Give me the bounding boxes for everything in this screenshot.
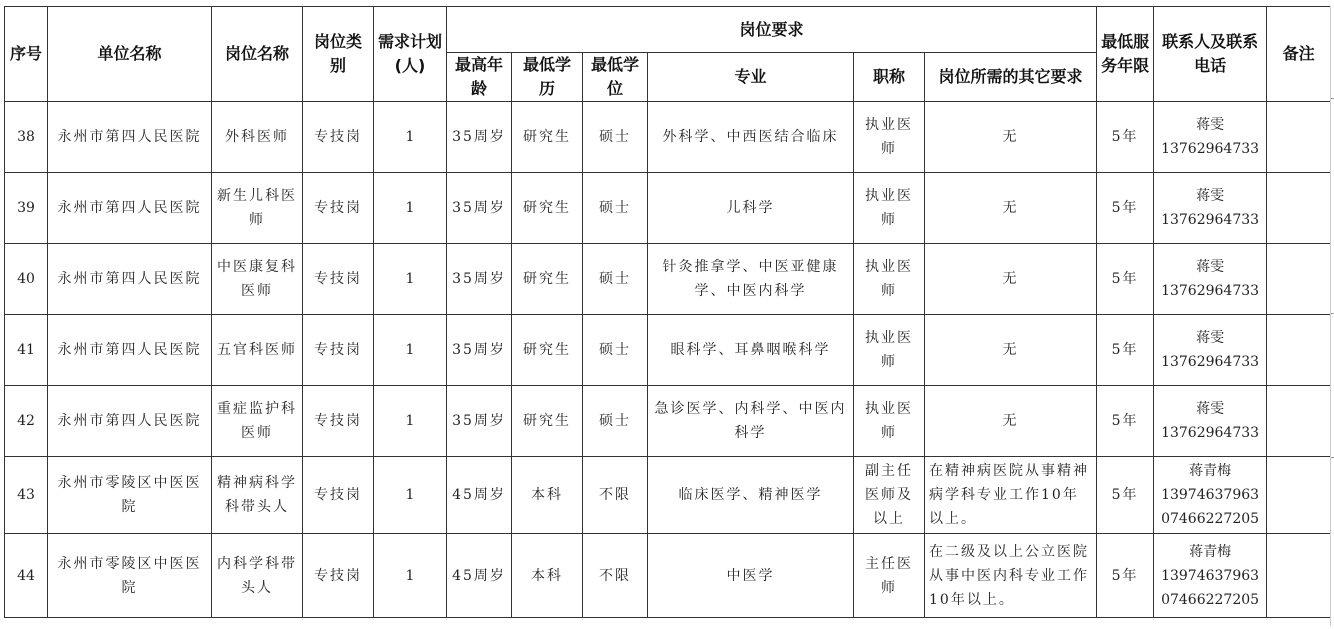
cell-remark — [1267, 457, 1331, 534]
cell-type: 专技岗 — [303, 173, 374, 244]
cell-plan: 1 — [374, 386, 447, 457]
contact-phone: 13762964733 — [1161, 141, 1260, 157]
cell-post: 内科学科带头人 — [212, 534, 303, 618]
cell-age: 35周岁 — [447, 244, 512, 315]
table-row — [5, 386, 1331, 457]
cell-major: 临床医学、精神医学 — [648, 457, 854, 534]
contact-name: 蒋雯 — [1196, 188, 1225, 204]
cell-remark — [1267, 386, 1331, 457]
cell-post: 精神病科学科带头人 — [212, 457, 303, 534]
cell-unit: 永州市第四人民医院 — [48, 173, 212, 244]
cell-title: 执业医师 — [854, 244, 925, 315]
cell-unit: 永州市第四人民医院 — [48, 244, 212, 315]
contact-name: 蒋雯 — [1196, 330, 1225, 346]
cell-service: 5年 — [1097, 534, 1154, 618]
cell-age: 35周岁 — [447, 315, 512, 386]
cell-seq: 41 — [5, 315, 48, 386]
cell-major: 儿科学 — [648, 173, 854, 244]
cell-unit: 永州市零陵区中医医院 — [48, 457, 212, 534]
cell-title: 执业医师 — [854, 173, 925, 244]
header-plan: 需求计划(人) — [374, 7, 447, 102]
table-row — [5, 102, 1331, 173]
contact-phone-2: 07466227205 — [1161, 511, 1260, 527]
cell-degree: 硕士 — [583, 315, 648, 386]
cell-edu: 本科 — [512, 457, 583, 534]
cell-age: 45周岁 — [447, 534, 512, 618]
cell-major: 急诊医学、内科学、中医内科学 — [648, 386, 854, 457]
cell-edu: 研究生 — [512, 315, 583, 386]
cell-service: 5年 — [1097, 102, 1154, 173]
cell-title: 执业医师 — [854, 102, 925, 173]
cell-major: 中医学 — [648, 534, 854, 618]
cell-type: 专技岗 — [303, 457, 374, 534]
contact-phone: 13974637963 — [1161, 567, 1260, 584]
cell-type: 专技岗 — [303, 534, 374, 618]
cell-seq: 40 — [5, 244, 48, 315]
cell-post: 新生儿科医师 — [212, 173, 303, 244]
cell-degree: 不限 — [583, 457, 648, 534]
table-row — [5, 244, 1331, 315]
header-post: 岗位名称 — [212, 7, 303, 102]
header-major: 专业 — [648, 53, 854, 102]
cell-other: 无 — [925, 102, 1097, 173]
cell-contact — [1154, 534, 1267, 618]
cell-plan: 1 — [374, 102, 447, 173]
table-row — [5, 457, 1331, 534]
cell-other: 在二级及以上公立医院从事中医内科专业工作10年以上。 — [925, 534, 1097, 618]
header-post-type: 岗位类别 — [303, 7, 374, 102]
cell-title: 副主任医师及以上 — [854, 457, 925, 534]
header-requirements: 岗位要求 — [447, 7, 1097, 53]
cell-edu: 研究生 — [512, 102, 583, 173]
cell-major: 针灸推拿学、中医亚健康学、中医内科学 — [648, 244, 854, 315]
cell-contact — [1154, 244, 1267, 315]
cell-service: 5年 — [1097, 386, 1154, 457]
header-min-edu: 最低学历 — [512, 53, 583, 102]
cell-plan: 1 — [374, 457, 447, 534]
contact-name: 蒋雯 — [1196, 259, 1225, 275]
cell-service: 5年 — [1097, 457, 1154, 534]
cell-contact — [1154, 102, 1267, 173]
cell-seq: 43 — [5, 457, 48, 534]
cell-contact — [1154, 457, 1267, 534]
cell-title: 执业医师 — [854, 386, 925, 457]
table-row — [5, 315, 1331, 386]
header-max-age: 最高年龄 — [447, 53, 512, 102]
cell-degree: 硕士 — [583, 386, 648, 457]
cell-service: 5年 — [1097, 173, 1154, 244]
header-other: 岗位所需的其它要求 — [925, 53, 1097, 102]
cell-type: 专技岗 — [303, 102, 374, 173]
cell-major: 眼科学、耳鼻咽喉科学 — [648, 315, 854, 386]
cell-post: 重症监护科医师 — [212, 386, 303, 457]
cell-type: 专技岗 — [303, 315, 374, 386]
cell-unit: 永州市第四人民医院 — [48, 315, 212, 386]
cell-unit: 永州市第四人民医院 — [48, 102, 212, 173]
contact-phone: 13762964733 — [1161, 283, 1260, 299]
contact-name: 蒋青梅 — [1189, 463, 1232, 479]
recruitment-table — [4, 6, 1331, 618]
cell-age: 35周岁 — [447, 173, 512, 244]
header-seq: 序号 — [5, 7, 48, 102]
contact-phone: 13762964733 — [1161, 425, 1260, 441]
cell-age: 35周岁 — [447, 102, 512, 173]
cell-type: 专技岗 — [303, 244, 374, 315]
cell-seq: 38 — [5, 102, 48, 173]
header-unit: 单位名称 — [48, 7, 212, 102]
cell-contact — [1154, 173, 1267, 244]
cell-title: 主任医师 — [854, 534, 925, 618]
cell-contact — [1154, 386, 1267, 457]
contact-phone: 13762964733 — [1161, 354, 1260, 370]
contact-phone: 13762964733 — [1161, 212, 1260, 228]
header-title: 职称 — [854, 53, 925, 102]
cell-contact — [1154, 315, 1267, 386]
cell-seq: 42 — [5, 386, 48, 457]
cell-age: 45周岁 — [447, 457, 512, 534]
header-min-degree: 最低学位 — [583, 53, 648, 102]
cell-post: 五官科医师 — [212, 315, 303, 386]
cell-plan: 1 — [374, 244, 447, 315]
cell-degree: 不限 — [583, 534, 648, 618]
cell-plan: 1 — [374, 534, 447, 618]
cell-other: 在精神病医院从事精神病学科专业工作10年以上。 — [925, 457, 1097, 534]
cell-remark — [1267, 534, 1331, 618]
cell-edu: 本科 — [512, 534, 583, 618]
cell-plan: 1 — [374, 173, 447, 244]
header-contact: 联系人及联系电话 — [1154, 7, 1267, 102]
table-row — [5, 173, 1331, 244]
cell-degree: 硕士 — [583, 173, 648, 244]
cell-edu: 研究生 — [512, 173, 583, 244]
cell-remark — [1267, 244, 1331, 315]
cell-service: 5年 — [1097, 315, 1154, 386]
header-service: 最低服务年限 — [1097, 7, 1154, 102]
cell-age: 35周岁 — [447, 386, 512, 457]
cell-post: 外科医师 — [212, 102, 303, 173]
cell-remark — [1267, 315, 1331, 386]
cell-edu: 研究生 — [512, 244, 583, 315]
cell-unit: 永州市第四人民医院 — [48, 386, 212, 457]
page-edge-rule — [1330, 6, 1331, 626]
cell-unit: 永州市零陵区中医医院 — [48, 534, 212, 618]
contact-name: 蒋青梅 — [1189, 543, 1232, 560]
table-row — [5, 534, 1331, 618]
cell-remark — [1267, 173, 1331, 244]
cell-post: 中医康复科医师 — [212, 244, 303, 315]
contact-name: 蒋雯 — [1196, 117, 1225, 133]
cell-major: 外科学、中西医结合临床 — [648, 102, 854, 173]
cell-other: 无 — [925, 386, 1097, 457]
contact-phone: 13974637963 — [1161, 487, 1260, 503]
cell-other: 无 — [925, 315, 1097, 386]
cell-other: 无 — [925, 244, 1097, 315]
cell-degree: 硕士 — [583, 102, 648, 173]
cell-plan: 1 — [374, 315, 447, 386]
cell-other: 无 — [925, 173, 1097, 244]
cell-seq: 44 — [5, 534, 48, 618]
contact-phone-2: 07466227205 — [1161, 591, 1260, 608]
cell-service: 5年 — [1097, 244, 1154, 315]
cell-edu: 研究生 — [512, 386, 583, 457]
contact-name: 蒋雯 — [1196, 401, 1225, 417]
cell-title: 执业医师 — [854, 315, 925, 386]
header-row-1 — [5, 7, 1331, 53]
cell-seq: 39 — [5, 173, 48, 244]
cell-type: 专技岗 — [303, 386, 374, 457]
cell-degree: 硕士 — [583, 244, 648, 315]
cell-remark — [1267, 102, 1331, 173]
header-remark: 备注 — [1267, 7, 1331, 102]
